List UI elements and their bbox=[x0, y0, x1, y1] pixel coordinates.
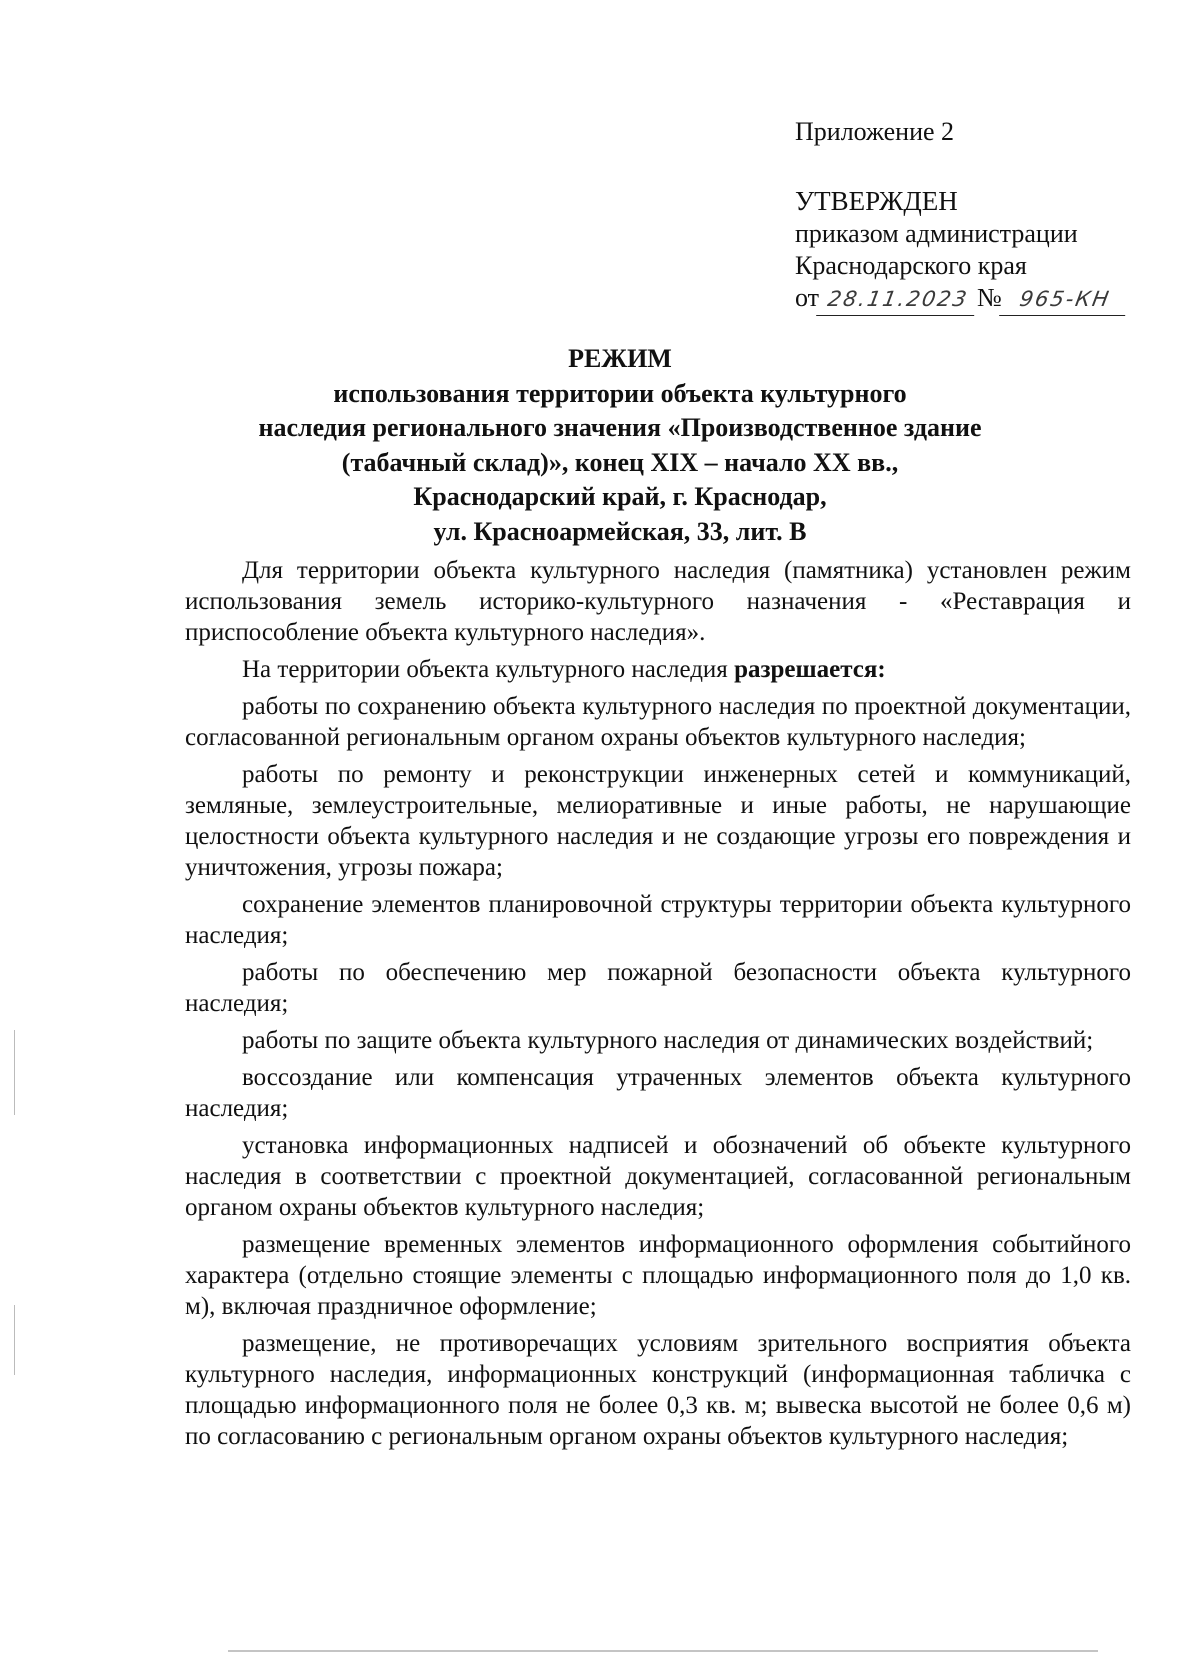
title-line-1: РЕЖИМ bbox=[568, 344, 672, 373]
approval-stamp bbox=[795, 116, 1128, 316]
document-title bbox=[185, 342, 1055, 549]
title-line-6: ул. Красноармейская, 33, лит. В bbox=[433, 516, 807, 546]
allowed-heading-paragraph bbox=[185, 654, 1131, 685]
allowed-item: воссоздание или компенсация утраченных элементов объекта культурного наследия; bbox=[185, 1064, 1131, 1122]
allowed-item: сохранение элементов планировочной структуры территории объекта культурного наследия; bbox=[185, 891, 1131, 949]
number-prefix: № bbox=[977, 283, 1002, 312]
date-prefix: от bbox=[795, 283, 820, 312]
appendix-label: Приложение 2 bbox=[795, 117, 955, 146]
scan-margin-mark bbox=[14, 1030, 15, 1115]
title-line-2: использования территории объекта культурного bbox=[333, 378, 907, 408]
title-line-3: наследия регионального значения «Производственное здание bbox=[258, 413, 982, 442]
document-body bbox=[185, 555, 1131, 1452]
approved-heading: УТВЕРЖДЕН bbox=[795, 186, 958, 216]
scan-margin-mark bbox=[14, 1305, 15, 1375]
allowed-bold: разрешается: bbox=[734, 656, 886, 683]
scan-bottom-rule bbox=[228, 1650, 1098, 1652]
allowed-item: размещение временных элементов информационного оформления событийного характера (отдельно стоящие элементы с площадью информационного поля до 1,0 кв. м), включая праздничное оформление; bbox=[185, 1231, 1131, 1320]
allowed-item: работы по сохранению объекта культурного наследия по проектной документации, согласованной региональным органом охраны объектов культурного наследия; bbox=[185, 693, 1131, 751]
allowed-item: работы по защите объекта культурного наследия от динамических воздействий; bbox=[242, 1027, 1094, 1054]
title-line-4: (табачный склад)», конец XIX – начало XX вв., bbox=[341, 447, 899, 477]
intro-paragraph: Для территории объекта культурного наследия (памятника) установлен режим использования земель историко-культурного назначения - «Реставрация и приспособление объекта культурного наследия». bbox=[185, 557, 1131, 646]
approval-line-2: Краснодарского края bbox=[795, 251, 1027, 280]
allowed-prefix: На территории объекта культурного наследия bbox=[242, 656, 735, 683]
allowed-item: работы по ремонту и реконструкции инженерных сетей и коммуникаций, земляные, землеустроительные, мелиоративные и иные работы, не нарушающие целостности объекта культурного наследия и не создающие угрозы его повреждения и уничтожения, угрозы пожара; bbox=[185, 761, 1131, 881]
handwritten-date: 28.11.2023 bbox=[816, 283, 980, 316]
allowed-item: размещение, не противоречащих условиям зрительного восприятия объекта культурного наследия, информационных конструкций (информационная табличка с площадью информационного поля не более 0,3 кв. м; вывеска высотой не более 0,6 м) по согласованию с региональным органом охраны объектов культурного наследия; bbox=[185, 1330, 1131, 1450]
allowed-item: работы по обеспечению мер пожарной безопасности объекта культурного наследия; bbox=[185, 959, 1131, 1017]
allowed-item: установка информационных надписей и обозначений об объекте культурного наследия в соответствии с проектной документацией, согласованной региональным органом охраны объектов культурного наследия; bbox=[185, 1132, 1131, 1221]
order-date-number-line bbox=[795, 282, 1128, 316]
handwritten-order-number: 965-КН bbox=[999, 283, 1131, 316]
title-line-5: Краснодарский край, г. Краснодар, bbox=[413, 482, 827, 511]
approval-line-1: приказом администрации bbox=[795, 219, 1078, 248]
